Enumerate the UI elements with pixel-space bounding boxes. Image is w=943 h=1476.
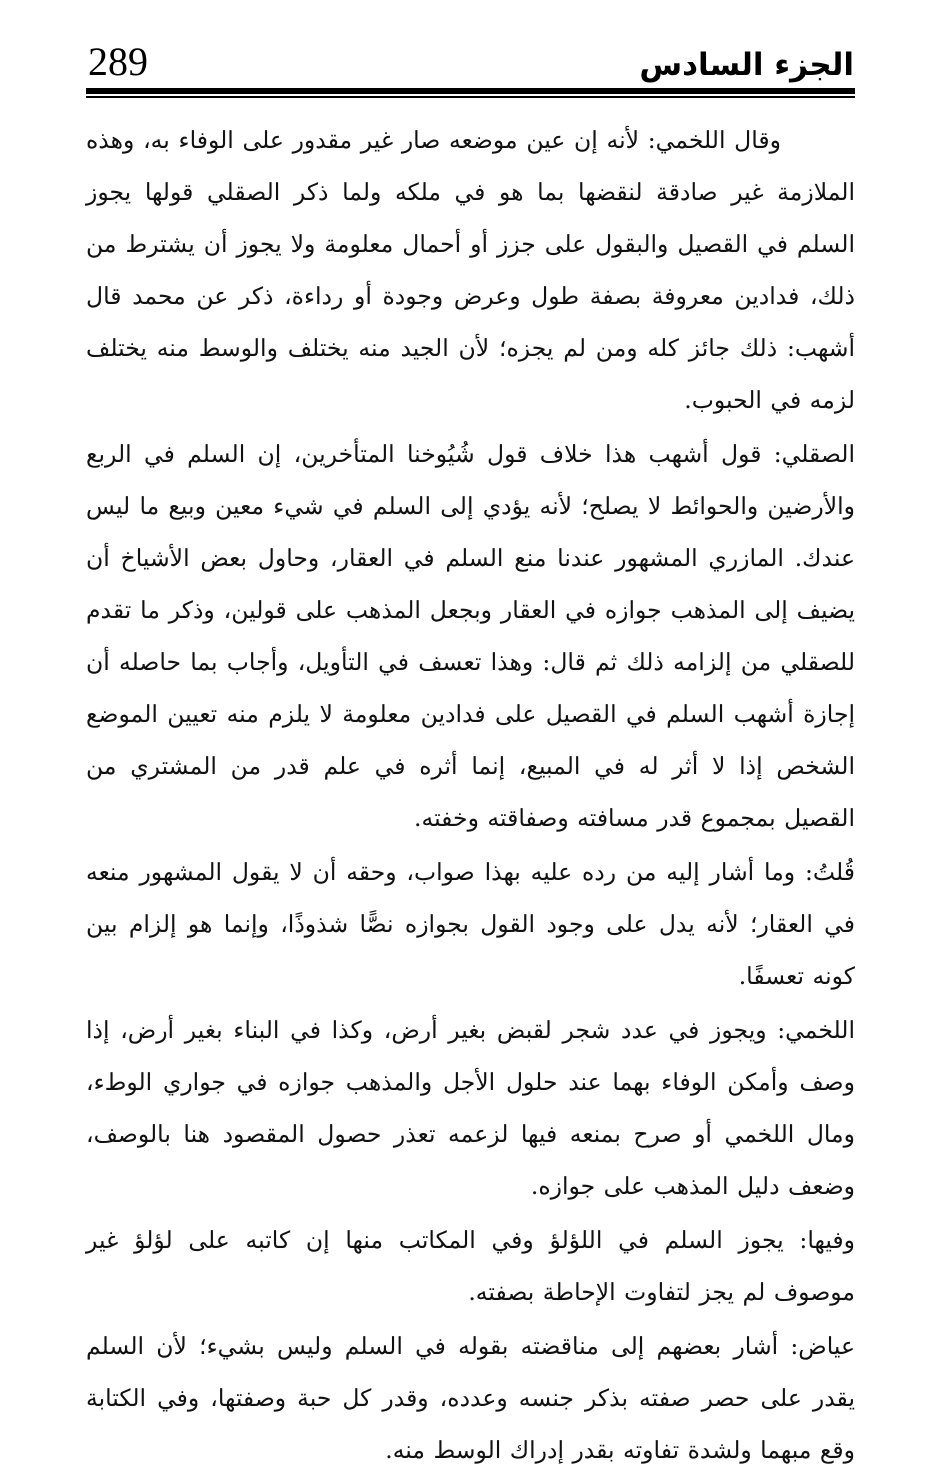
paragraph-fiha-lulu: وفيها: يجوز السلم في اللؤلؤ وفي المكاتب منها إن كاتبه على لؤلؤ غير موصوف لم يجز لتفاوت الإحاطة بصفته. bbox=[86, 1226, 855, 1306]
body-text bbox=[86, 114, 855, 1476]
paragraph-lakhmi-shajar: اللخمي: ويجوز في عدد شجر لقبض بغير أرض، وكذا في البناء بغير أرض، إذا وصف وأمكن الوفاء بهما عند حلول الأجل والمذهب جوازه في جواري الوطء، ومال اللخمي أو صرح بمنعه فيها لزعمه تعذر حصول المقصود هنا بالوصف، وضعف دليل المذهب على جوازه. bbox=[86, 1016, 855, 1200]
paragraph-qultu: قُلتُ: وما أشار إليه من رده عليه بهذا صواب، وحقه أن لا يقول المشهور منعه في العقار؛ لأنه يدل على وجود القول بجوازه نصًّا شذوذًا، وإنما هو إلزام بين كونه تعسفًا. bbox=[86, 858, 855, 990]
page-number: 289 bbox=[88, 39, 148, 84]
paragraph-siqilli-ashhab: الصقلي: قول أشهب هذا خلاف قول شُيُوخنا المتأخرين، إن السلم في الربع والأرضين والحوائط لا يصلح؛ لأنه يؤدي إلى السلم في شيء معين وبيع ما ليس عندك. المازري المشهور عندنا منع السلم في العقار، وحاول بعض الأشياخ أن يضيف إلى المذهب جوازه في العقار وبجعل المذهب على قولين، وذكر ما تقدم للصقلي من إلزامه ذلك ثم قال: وهذا تعسف في التأويل، وأجاب بما حاصله أن إجازة أشهب السلم في القصيل على فدادين معلومة لا يلزم منه تعيين الموضع الشخص إذا لا أثر له في المبيع، إنما أثره في علم قدر من المشتري من القصيل بمجموع قدر مسافته وصفاقته وخفته. bbox=[86, 440, 855, 832]
header-rule-thin bbox=[86, 96, 855, 98]
paragraph-lakhmi-wafa: وقال اللخمي: لأنه إن عين موضعه صار غير مقدور على الوفاء به، وهذه الملازمة غير صادقة لنقضها بما هو في ملكه ولما ذكر الصقلي قولها يجوز السلم في القصيل والبقول على جزز أو أحمال معلومة ولا يجوز أن يشترط من ذلك، فدادين معروفة بصفة طول وعرض وجودة أو رداءة، ذكر عن محمد قال أشهب: ذلك جائز كله ومن لم يجزه؛ لأن الجيد منه يختلف والوسط منه يختلف لزمه في الحبوب. bbox=[86, 126, 855, 414]
header-rule-thick bbox=[86, 88, 855, 94]
page-header bbox=[80, 28, 858, 88]
running-title: الجزء السادس bbox=[639, 47, 854, 83]
paragraph-iyad: عياض: أشار بعضهم إلى مناقضته بقوله في السلم وليس بشيء؛ لأن السلم يقدر على حصر صفته بذكر جنسه وعدده، وقدر كل حبة وصفتها، وفي الكتابة وقع مبهما ولشدة تفاوته بقدر إدراك الوسط منه. bbox=[86, 1332, 855, 1464]
